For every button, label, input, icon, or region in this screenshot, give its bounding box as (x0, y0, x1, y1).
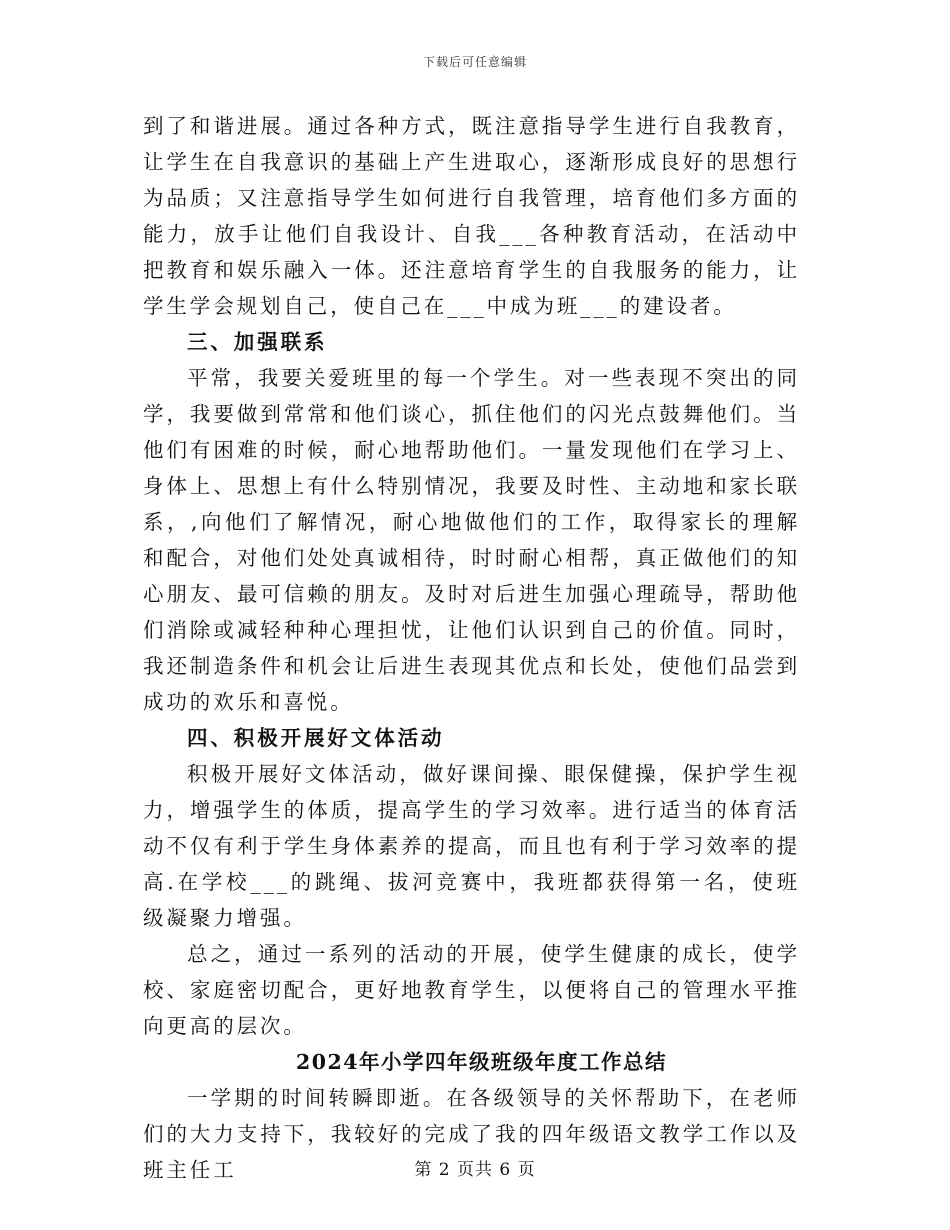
document-body (143, 108, 800, 1188)
paragraph-intro: 一学期的时间转瞬即逝。在各级领导的关怀帮助下，在老师们的大力支持下，我较好的完成了我的四年级语文教学工作以及班主任工 (143, 1086, 800, 1182)
header-note: 下载后可任意编辑 (422, 55, 527, 69)
section-heading-3: 三、加强联系 (187, 330, 328, 354)
paragraph-continuation: 到了和谐进展。通过各种方式，既注意指导学生进行自我教育，让学生在自我意识的基础上产生进取心，逐渐形成良好的思想行为品质；又注意指导学生如何进行自我管理，培育他们多方面的能力，放手让他们自我设计、自我___各种教育活动，在活动中把教育和娱乐融入一体。还注意培育学生的自我服务的能力，让学生学会规划自己，使自己在___中成为班___的建设者。 (143, 114, 800, 318)
page-number: 第 2 页共 6 页 (414, 1160, 536, 1180)
section-heading-4: 四、积极开展好文体活动 (187, 726, 445, 750)
paragraph-contact: 平常，我要关爱班里的每一个学生。对一些表现不突出的同学，我要做到常常和他们谈心，抓住他们的闪光点鼓舞他们。当他们有困难的时候，耐心地帮助他们。一量发现他们在学习上、身体上、思想上有什么特别情况，我要及时性、主动地和家长联系，,向他们了解情况，耐心地做他们的工作，取得家长的理解和配合，对他们处处真诚相待，时时耐心相帮，真正做他们的知心朋友、最可信赖的朋友。及时对后进生加强心理疏导，帮助他们消除或减轻种种心理担忧，让他们认识到自己的价值。同时，我还制造条件和机会让后进生表现其优点和长处，使他们品尝到成功的欢乐和喜悦。 (143, 366, 800, 714)
document-title: 2024年小学四年级班级年度工作总结 (295, 1050, 668, 1074)
paragraph-summary: 总之，通过一系列的活动的开展，使学生健康的成长，使学校、家庭密切配合，更好地教育学生，以便将自己的管理水平推向更高的层次。 (143, 942, 800, 1038)
paragraph-activities: 积极开展好文体活动，做好课间操、眼保健操，保护学生视力，增强学生的体质，提高学生的学习效率。进行适当的体育活动不仅有利于学生身体素养的提高，而且也有利于学习效率的提高.在学校___的跳绳、拔河竞赛中，我班都获得第一名，使班级凝聚力增强。 (143, 762, 800, 930)
